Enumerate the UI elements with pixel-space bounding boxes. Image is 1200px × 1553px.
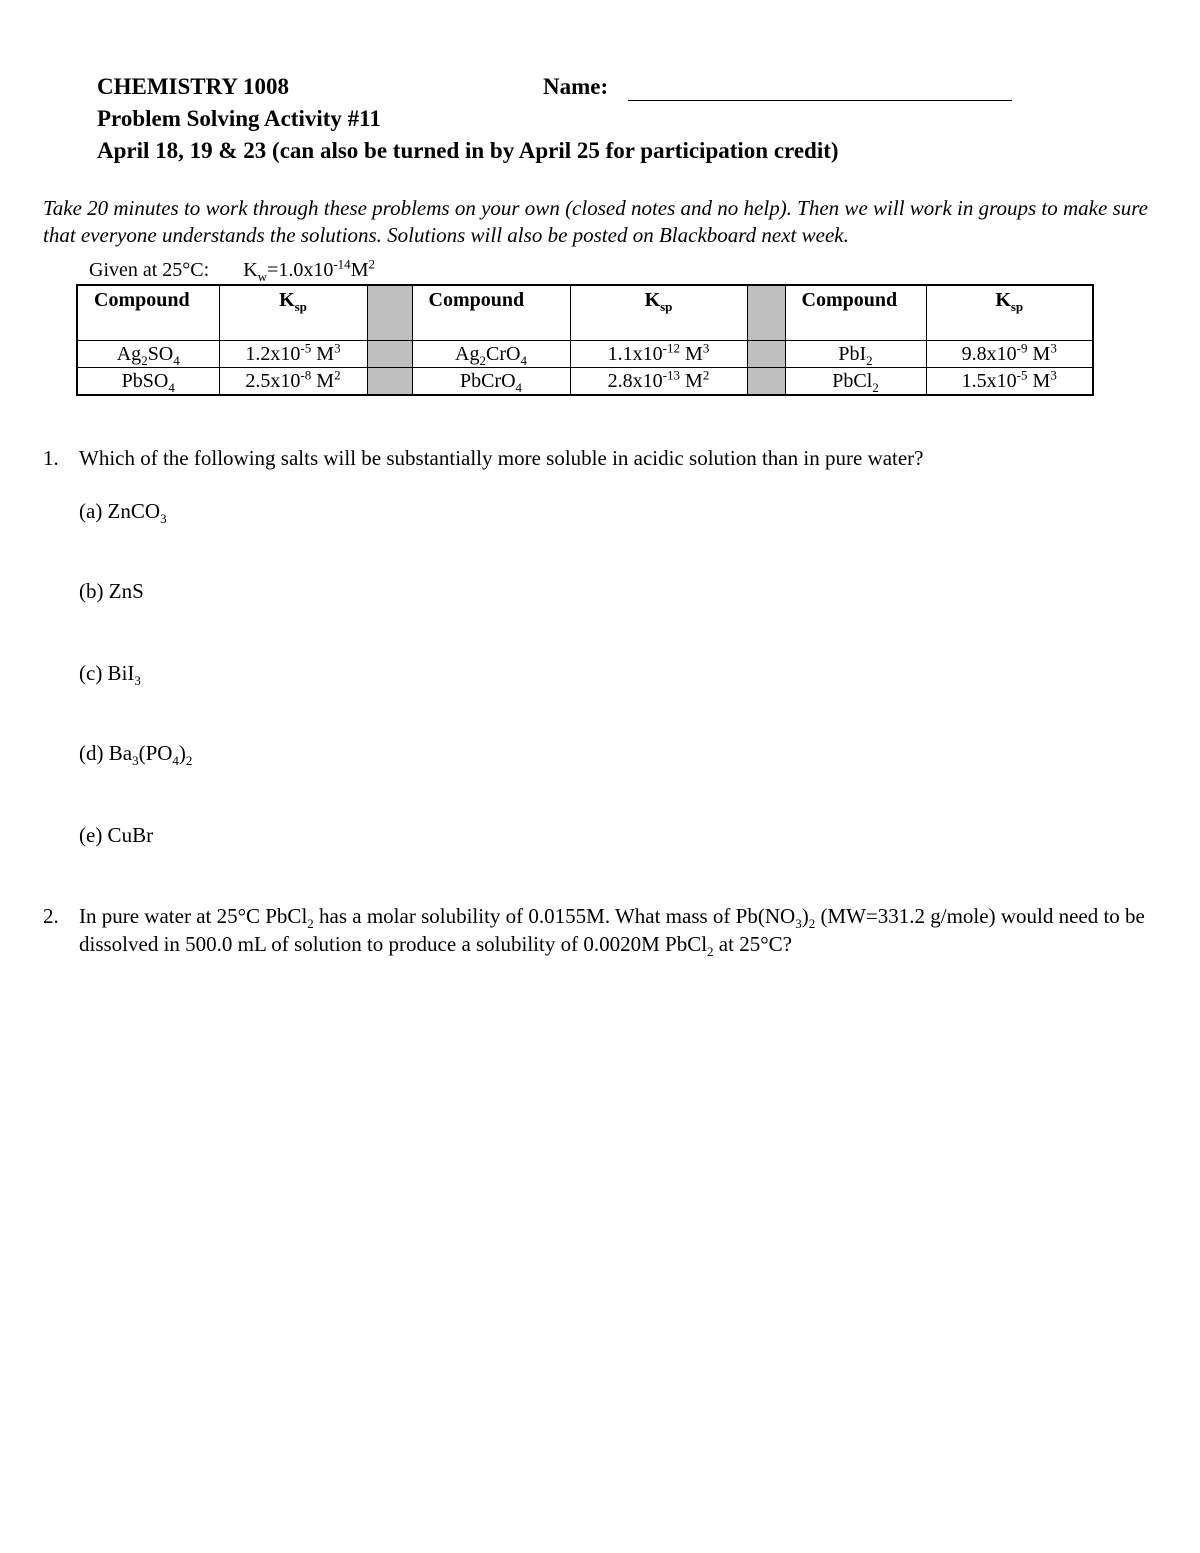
- compound-cell: $Ag_2SO_4$: [77, 341, 219, 368]
- given-conditions: [89, 256, 375, 284]
- ksp-cell: $2.5x10^{-8}$ $M^2$: [219, 368, 367, 396]
- table-row: [77, 368, 1093, 396]
- course-title: CHEMISTRY 1008: [97, 74, 289, 99]
- instructions: Take 20 minutes to work through these problems on your own (closed notes and no help). Then we will work in groups to make sure that everyone understands the solutions. Solutions will also be posted on Blackboard next week.: [43, 196, 1148, 247]
- shaded-separator: [367, 341, 412, 368]
- question-text: Which of the following salts will be substantially more soluble in acidic solution than in pure water?: [79, 446, 924, 470]
- table-row: [77, 341, 1093, 368]
- answer-choice-e: (e) CuBr: [79, 823, 154, 847]
- shaded-separator: [367, 285, 412, 341]
- ksp-cell: $9.8x10^{-9}$ $M^3$: [926, 341, 1093, 368]
- question-number: 1.: [43, 446, 59, 470]
- question-2: [43, 902, 1183, 958]
- col-header-ksp: $K_{sp}$: [926, 285, 1093, 341]
- shaded-separator: [747, 285, 785, 341]
- answer-choice-c: (c) BiI$_3$: [79, 661, 141, 689]
- col-header-compound: Compound: [412, 285, 570, 341]
- shaded-separator: [367, 368, 412, 396]
- ksp-cell: $1.1x10^{-12}$ $M^3$: [570, 341, 747, 368]
- question-1: [43, 444, 1183, 472]
- ksp-cell: $1.2x10^{-5}$ $M^3$: [219, 341, 367, 368]
- col-header-compound: Compound: [77, 285, 219, 341]
- question-number: 2.: [43, 904, 59, 928]
- name-blank-line: [628, 100, 1012, 101]
- shaded-separator: [747, 368, 785, 396]
- name-label: Name:: [543, 74, 609, 99]
- answer-choice-b: (b) ZnS: [79, 579, 144, 603]
- answer-choice-d: (d) $Ba_3(PO_4)_2$: [79, 741, 193, 769]
- ksp-table: [76, 284, 1094, 396]
- due-dates: April 18, 19 & 23 (can also be turned in by April 25 for participation credit): [97, 138, 839, 163]
- col-header-compound: Compound: [785, 285, 926, 341]
- compound-cell: PbCl$_2$: [785, 368, 926, 396]
- answer-choice-a: (a) ZnCO$_3$: [79, 499, 167, 527]
- compound-cell: PbSO$_4$: [77, 368, 219, 396]
- ksp-cell: $2.8x10^{-13}$ $M^2$: [570, 368, 747, 396]
- question-text: In pure water at 25°C PbCl$_2$ has a molar solubility of 0.0155M. What mass of $Pb(NO_3)_2$ (MW=331.2 g/mole) would need to be dissolved in 500.0 mL of solution to produce a solubility of 0.0020M PbCl$_2$ at 25°C?: [79, 904, 1145, 960]
- compound-cell: PbCrO$_4$: [412, 368, 570, 396]
- compound-cell: PbI$_2$: [785, 341, 926, 368]
- kw-value: $K_w=1.0x10^{-14}M^2$: [243, 256, 375, 284]
- given-prefix: Given at 25°C:: [89, 259, 210, 281]
- compound-cell: $Ag_2CrO_4$: [412, 341, 570, 368]
- col-header-ksp: $K_{sp}$: [219, 285, 367, 341]
- shaded-separator: [747, 341, 785, 368]
- col-header-ksp: $K_{sp}$: [570, 285, 747, 341]
- activity-title: Problem Solving Activity #11: [97, 106, 381, 131]
- ksp-cell: $1.5x10^{-5}$ $M^3$: [926, 368, 1093, 396]
- table-header-row: [77, 285, 1093, 341]
